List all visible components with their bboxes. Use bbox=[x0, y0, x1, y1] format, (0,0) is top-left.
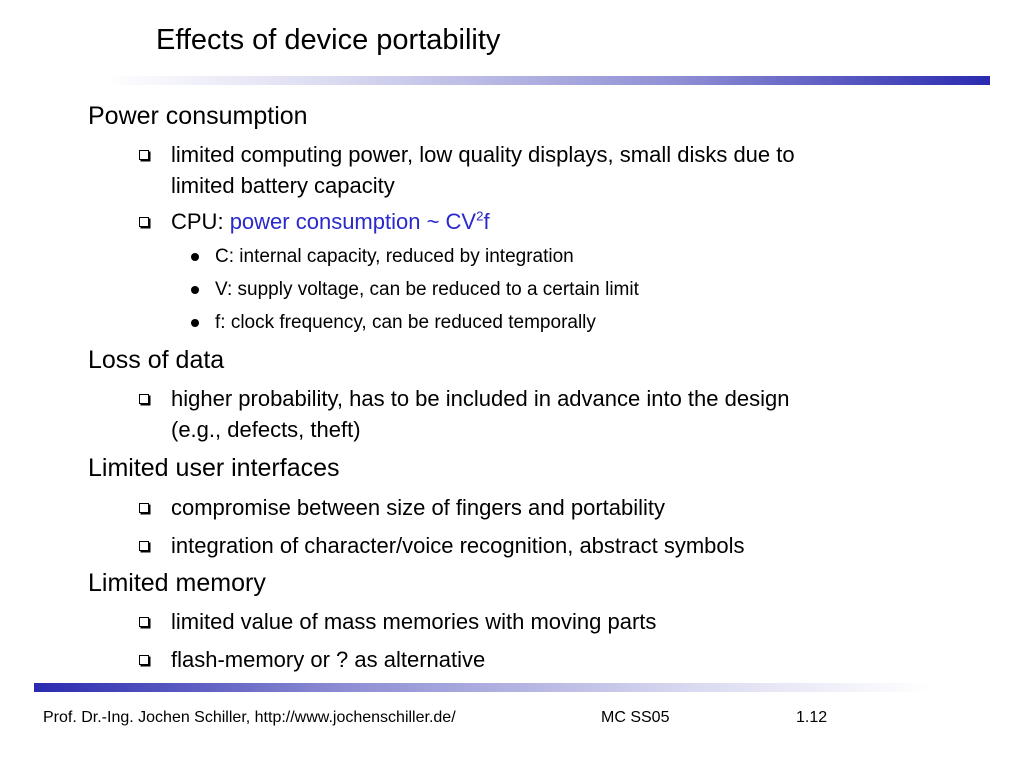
square-bullet-icon bbox=[139, 503, 149, 513]
round-bullet-icon bbox=[191, 253, 199, 261]
square-bullet-icon bbox=[139, 150, 149, 160]
square-bullet-icon bbox=[139, 655, 149, 665]
heading-limited-memory: Limited memory bbox=[88, 569, 266, 597]
power-formula-text: power consumption ~ CV bbox=[229, 209, 477, 234]
bullet-text: limited value of mass memories with moving parts bbox=[171, 609, 657, 634]
formula-exponent: 2 bbox=[476, 208, 484, 224]
bullet-text: compromise between size of fingers and portability bbox=[171, 495, 666, 520]
square-bullet-icon bbox=[139, 541, 149, 551]
heading-loss-of-data: Loss of data bbox=[88, 346, 225, 374]
cpu-label: CPU: bbox=[171, 209, 230, 234]
title-divider bbox=[104, 76, 990, 85]
round-bullet-icon bbox=[191, 286, 199, 294]
bullet-text: flash-memory or ? as alternative bbox=[171, 647, 486, 672]
square-bullet-icon bbox=[139, 217, 149, 227]
sub-bullet-text: V: supply voltage, can be reduced to a certain limit bbox=[215, 279, 639, 300]
bullet-text: higher probability, has to be included in advance into the design bbox=[171, 386, 790, 411]
sub-bullet-text: C: internal capacity, reduced by integration bbox=[215, 246, 574, 267]
slide-title: Effects of device portability bbox=[156, 24, 501, 56]
bullet-text: integration of character/voice recognition, abstract symbols bbox=[171, 533, 745, 558]
bullet-text: limited computing power, low quality displays, small disks due to bbox=[171, 142, 795, 167]
sub-bullet-text: f: clock frequency, can be reduced temporally bbox=[215, 312, 596, 333]
round-bullet-icon bbox=[191, 319, 199, 327]
footer-divider bbox=[34, 683, 930, 692]
heading-limited-user-interfaces: Limited user interfaces bbox=[88, 454, 340, 482]
bullet-text-continuation: (e.g., defects, theft) bbox=[171, 417, 361, 442]
heading-power-consumption: Power consumption bbox=[88, 102, 308, 130]
formula-suffix: f bbox=[483, 209, 490, 234]
cpu-bullet bbox=[171, 207, 490, 237]
bullet-text-continuation: limited battery capacity bbox=[171, 173, 395, 198]
square-bullet-icon bbox=[139, 617, 149, 627]
footer-course: MC SS05 bbox=[601, 709, 670, 726]
footer-author: Prof. Dr.-Ing. Jochen Schiller, http://www.jochenschiller.de/ bbox=[43, 709, 456, 726]
power-formula bbox=[230, 209, 490, 234]
footer-page-number: 1.12 bbox=[796, 709, 828, 726]
square-bullet-icon bbox=[139, 394, 149, 404]
